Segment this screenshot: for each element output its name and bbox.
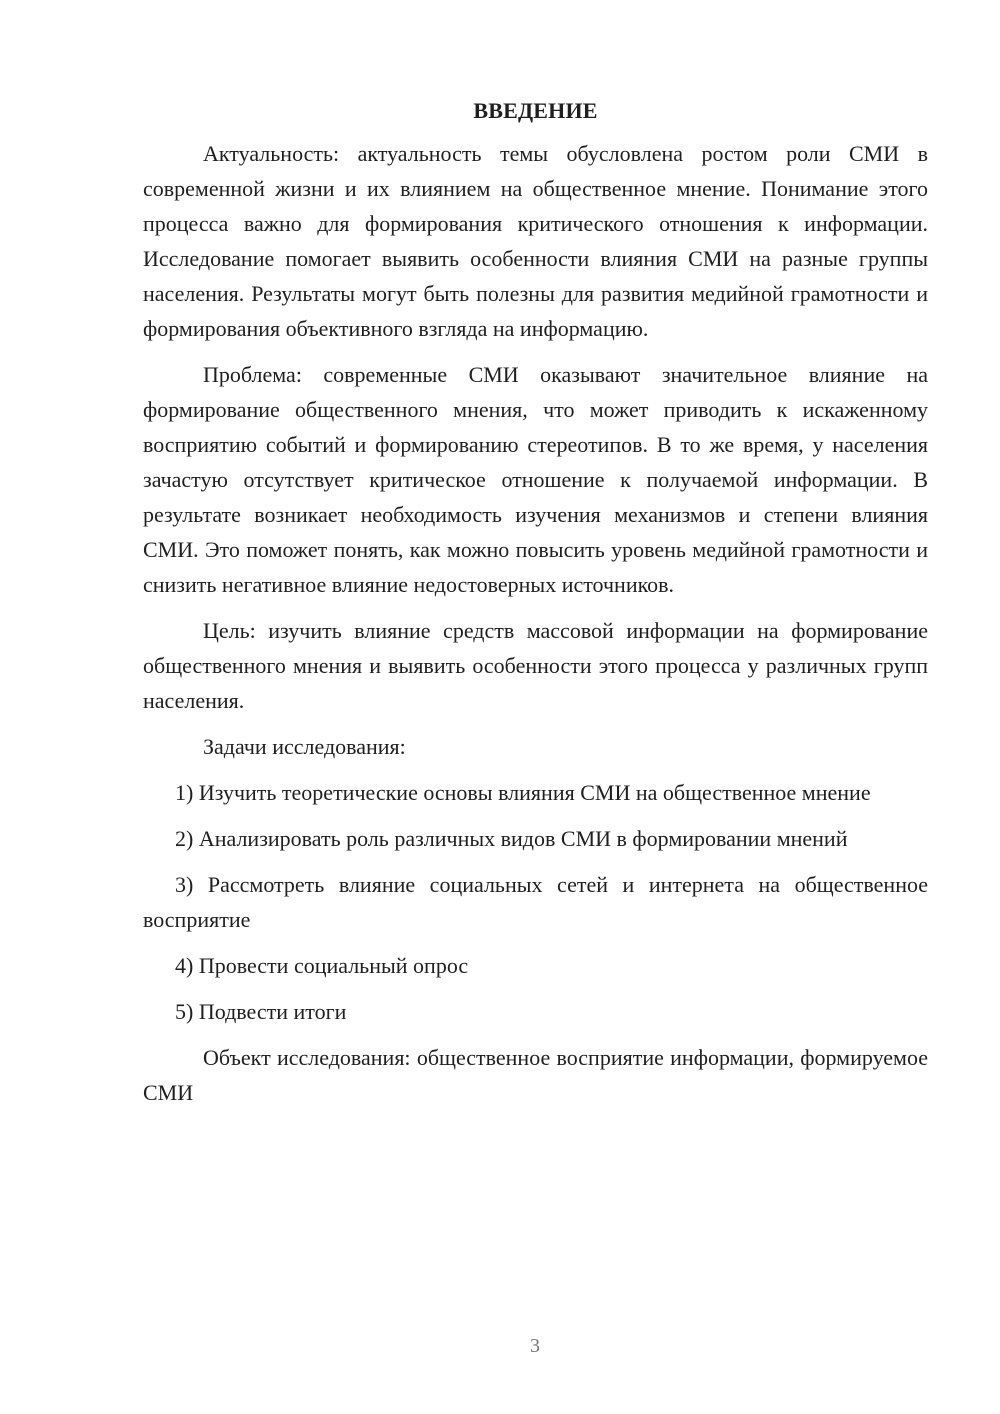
goal-paragraph: Цель: изучить влияние средств массовой информации на формирование общественного мнения и выявить особенности этого процесса у различных групп населения. <box>143 618 928 713</box>
task-item-3: 3) Рассмотреть влияние социальных сетей и интернета на общественное восприятие <box>143 872 928 932</box>
task-item-5: 5) Подвести итоги <box>175 999 347 1024</box>
problem-paragraph: Проблема: современные СМИ оказывают значительное влияние на формирование общественного мнения, что может приводить к искаженному восприятию событий и формированию стереотипов. В то же время, у населения зачастую отсутствует критическое отношение к получаемой информации. В результате возникает необходимость изучения механизмов и степени влияния СМИ. Это поможет понять, как можно повысить уровень медийной грамотности и снизить негативное влияние недостоверных источников. <box>143 362 928 597</box>
object-paragraph: Объект исследования: общественное восприятие информации, формируемое СМИ <box>143 1045 928 1105</box>
task-item-4: 4) Провести социальный опрос <box>175 953 469 978</box>
relevance-paragraph: Актуальность: актуальность темы обусловлена ростом роли СМИ в современной жизни и их влиянием на общественное мнение. Понимание этого процесса важно для формирования критического отношения к информации. Исследование помогает выявить особенности влияния СМИ на разные группы населения. Результаты могут быть полезны для развития медийной грамотности и формирования объективного взгляда на информацию. <box>143 141 928 341</box>
document-page <box>143 96 928 1121</box>
tasks-list <box>143 775 928 1029</box>
task-item-1: 1) Изучить теоретические основы влияния СМИ на общественное мнение <box>175 780 871 805</box>
section-title: ВВЕДЕНИЕ <box>473 98 598 123</box>
task-item-2: 2) Анализировать роль различных видов СМИ в формировании мнений <box>175 826 848 851</box>
tasks-heading: Задачи исследования: <box>203 734 406 759</box>
page-number: 3 <box>530 1335 540 1357</box>
